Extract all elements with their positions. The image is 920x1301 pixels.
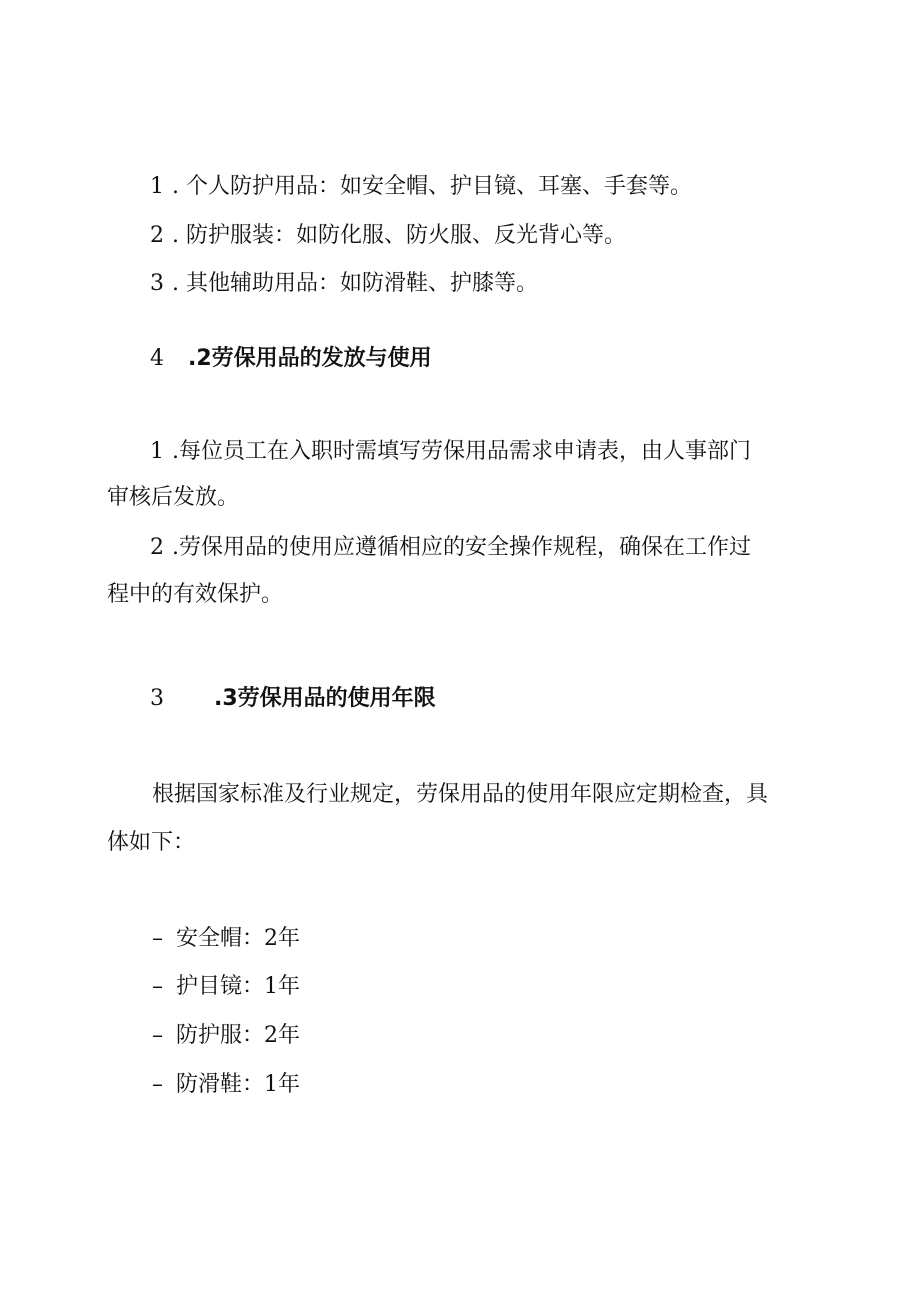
dash-bullet: – — [152, 1023, 163, 1048]
list2-item-1-line2: 审核后发放。 — [107, 485, 240, 510]
heading-text: .2劳保用品的发放与使用 — [188, 346, 432, 371]
list-text: .每位员工在入职时需填写劳保用品需求申请表，由人事部门 — [172, 439, 751, 464]
list-text: .劳保用品的使用应遵循相应的安全操作规程，确保在工作过 — [172, 535, 751, 560]
paragraph-line-2: 体如下： — [107, 830, 196, 855]
lifespan-text: 护目镜：1年 — [176, 974, 300, 999]
list-item-2 — [150, 221, 626, 251]
list-text: . 其他辅助用品：如防滑鞋、护膝等。 — [172, 271, 538, 296]
dash-bullet: – — [152, 926, 163, 951]
lifespan-text: 防护服：2年 — [176, 1023, 300, 1048]
list-number: 3 — [150, 271, 164, 296]
list-text: . 个人防护用品：如安全帽、护目镜、耳塞、手套等。 — [172, 174, 692, 199]
dash-bullet: – — [152, 1072, 163, 1097]
lifespan-item — [152, 1021, 300, 1051]
list-item-1 — [150, 172, 692, 202]
list-number: 1 — [150, 174, 164, 199]
lifespan-text: 安全帽：2年 — [176, 926, 300, 951]
lifespan-item — [152, 972, 300, 1002]
list-number: 2 — [150, 535, 164, 560]
list-text: . 防护服装：如防化服、防火服、反光背心等。 — [172, 223, 626, 248]
heading-number: 3 — [150, 686, 164, 711]
list2-item-1-line1 — [150, 437, 751, 467]
list2-item-2-line2: 程中的有效保护。 — [107, 582, 284, 607]
heading-text: .3劳保用品的使用年限 — [214, 686, 436, 711]
list-item-3 — [150, 269, 538, 299]
list-number: 2 — [150, 223, 164, 248]
heading-number: 4 — [150, 346, 164, 371]
paragraph-line-1: 根据国家标准及行业规定，劳保用品的使用年限应定期检查，具 — [152, 782, 769, 807]
dash-bullet: – — [152, 974, 163, 999]
lifespan-item — [152, 1070, 300, 1100]
list-number: 1 — [150, 439, 164, 464]
lifespan-text: 防滑鞋：1年 — [176, 1072, 300, 1097]
section-heading-4-2 — [150, 344, 432, 374]
lifespan-item — [152, 924, 300, 954]
list2-item-2-line1 — [150, 533, 751, 563]
section-heading-4-3 — [150, 684, 436, 714]
